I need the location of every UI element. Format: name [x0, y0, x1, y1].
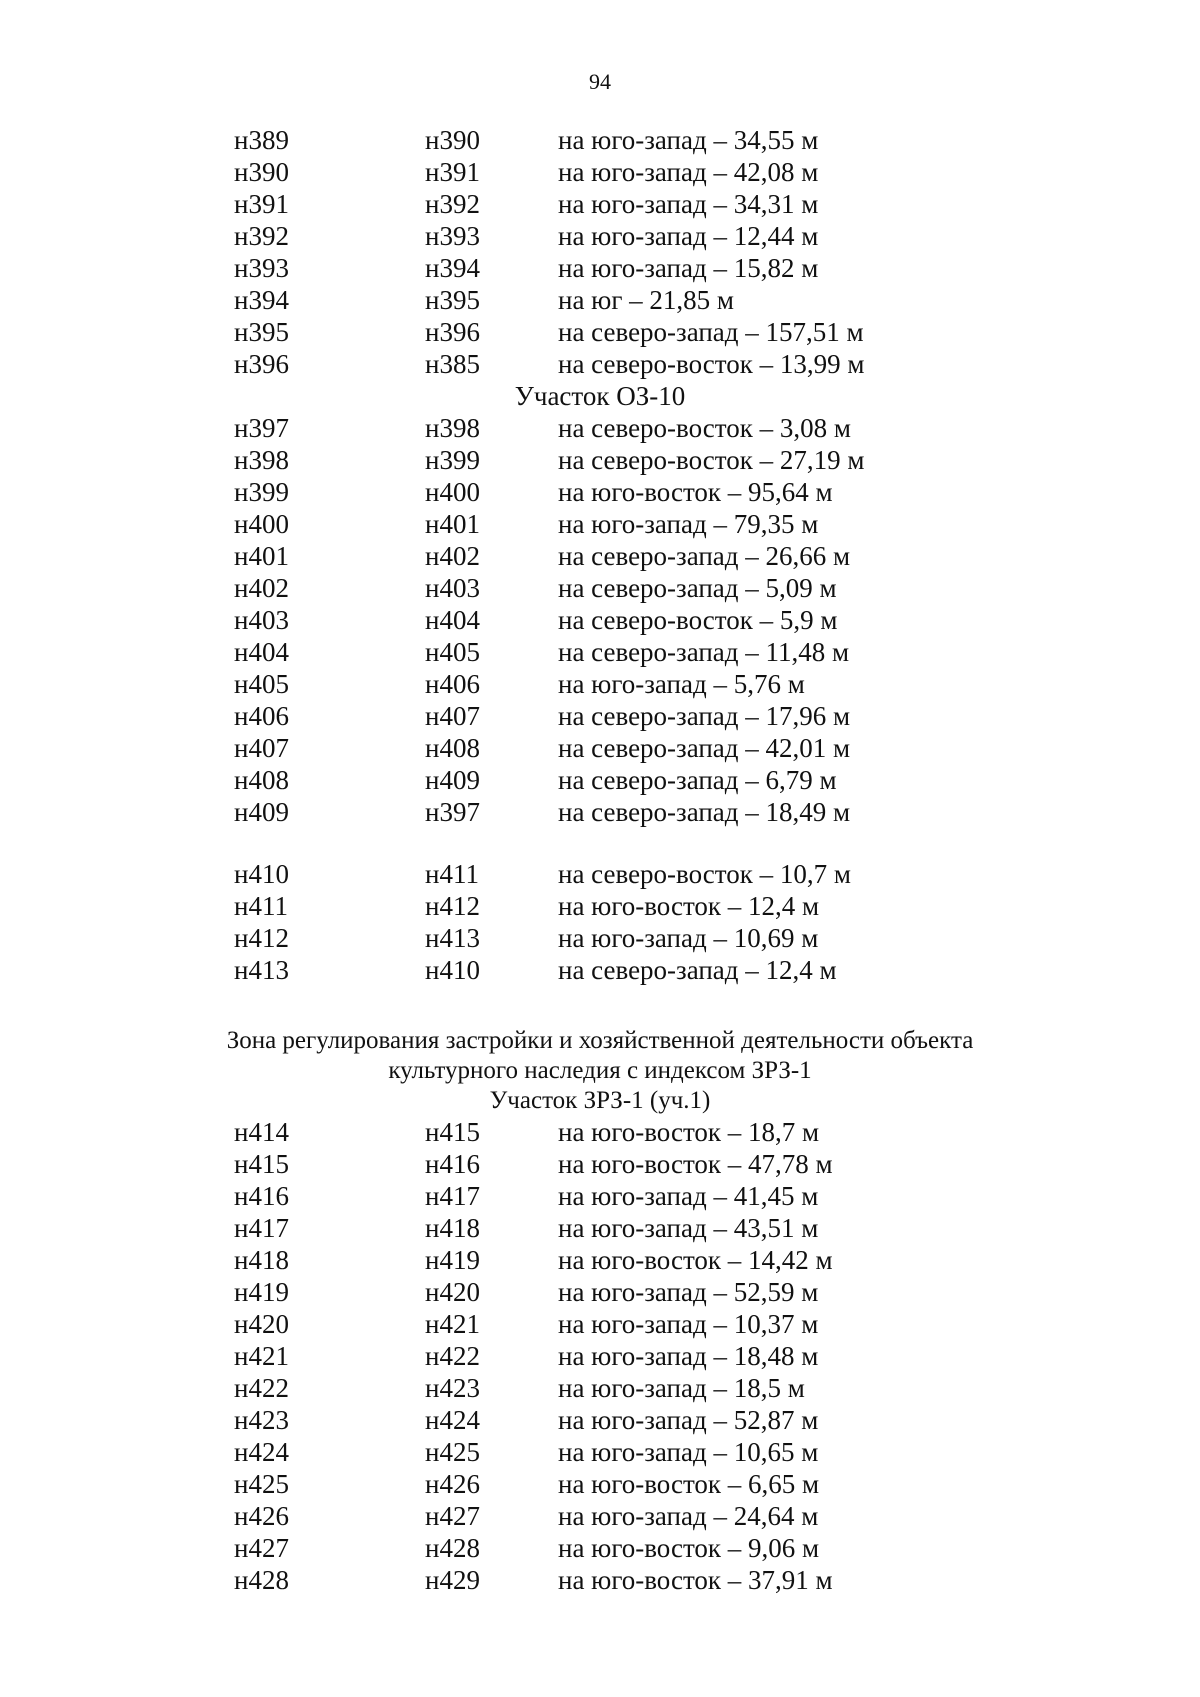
table-row	[0, 1116, 1200, 1148]
boundary-table-block-4	[0, 1116, 1200, 1596]
point-from: н413	[234, 955, 289, 985]
direction-distance: на юго-восток – 6,65 м	[558, 1469, 820, 1499]
table-row	[0, 412, 1200, 444]
direction-distance: на юго-запад – 34,31 м	[558, 189, 819, 219]
point-from: н402	[234, 573, 289, 603]
point-from: н419	[234, 1277, 289, 1307]
table-row	[0, 252, 1200, 284]
point-from: н407	[234, 733, 289, 763]
point-from: н427	[234, 1533, 289, 1563]
table-row	[0, 1244, 1200, 1276]
point-from: н408	[234, 765, 289, 795]
zone-title-line-1: Зона регулирования застройки и хозяйственной деятельности объекта	[226, 1027, 974, 1054]
point-from: н403	[234, 605, 289, 635]
point-from: н392	[234, 221, 289, 251]
section-heading-zrz-1: Участок ЗРЗ-1 (уч.1)	[489, 1087, 711, 1114]
table-row	[0, 476, 1200, 508]
table-row	[0, 636, 1200, 668]
table-row	[0, 1308, 1200, 1340]
document-body	[0, 124, 1200, 1596]
direction-distance: на юго-запад – 18,5 м	[558, 1373, 805, 1403]
point-to: н411	[425, 859, 479, 889]
table-row	[0, 444, 1200, 476]
direction-distance: на юго-запад – 5,76 м	[558, 669, 805, 699]
point-to: н402	[425, 541, 480, 571]
direction-distance: на юг – 21,85 м	[558, 285, 735, 315]
point-from: н410	[234, 859, 289, 889]
point-to: н400	[425, 477, 480, 507]
point-to: н401	[425, 509, 480, 539]
direction-distance: на юго-восток – 14,42 м	[558, 1245, 833, 1275]
point-to: н421	[425, 1309, 480, 1339]
table-row	[0, 1340, 1200, 1372]
table-row	[0, 1180, 1200, 1212]
direction-distance: на юго-запад – 52,59 м	[558, 1277, 819, 1307]
table-row	[0, 796, 1200, 828]
table-row	[0, 348, 1200, 380]
direction-distance: на юго-запад – 10,37 м	[558, 1309, 819, 1339]
point-from: н394	[234, 285, 289, 315]
boundary-table-block-2	[0, 412, 1200, 828]
point-to: н428	[425, 1533, 480, 1563]
boundary-table-block-1	[0, 124, 1200, 380]
direction-distance: на юго-восток – 12,4 м	[558, 891, 820, 921]
table-row	[0, 922, 1200, 954]
direction-distance: на юго-восток – 47,78 м	[558, 1149, 833, 1179]
point-to: н394	[425, 253, 480, 283]
blank-line	[0, 986, 1200, 1026]
point-from: н406	[234, 701, 289, 731]
direction-distance: на северо-восток – 27,19 м	[558, 445, 865, 475]
table-row	[0, 604, 1200, 636]
point-to: н426	[425, 1469, 480, 1499]
point-to: н412	[425, 891, 480, 921]
table-row	[0, 1372, 1200, 1404]
direction-distance: на юго-восток – 37,91 м	[558, 1565, 833, 1595]
point-from: н420	[234, 1309, 289, 1339]
point-from: н423	[234, 1405, 289, 1435]
table-row	[0, 700, 1200, 732]
direction-distance: на северо-запад – 5,09 м	[558, 573, 837, 603]
table-row	[0, 572, 1200, 604]
table-row	[0, 1404, 1200, 1436]
point-from: н397	[234, 413, 289, 443]
direction-distance: на северо-запад – 42,01 м	[558, 733, 851, 763]
direction-distance: на северо-запад – 6,79 м	[558, 765, 837, 795]
direction-distance: на юго-запад – 18,48 м	[558, 1341, 819, 1371]
point-to: н398	[425, 413, 480, 443]
direction-distance: на северо-восток – 13,99 м	[558, 349, 865, 379]
table-row	[0, 890, 1200, 922]
direction-distance: на юго-запад – 10,65 м	[558, 1437, 819, 1467]
point-to: н385	[425, 349, 480, 379]
table-row	[0, 1532, 1200, 1564]
point-to: н419	[425, 1245, 480, 1275]
zone-title-line-2: культурного наследия с индексом ЗРЗ-1	[388, 1057, 812, 1084]
table-row	[0, 1500, 1200, 1532]
point-to: н409	[425, 765, 480, 795]
table-row	[0, 1276, 1200, 1308]
direction-distance: на северо-запад – 18,49 м	[558, 797, 851, 827]
table-row	[0, 284, 1200, 316]
point-from: н399	[234, 477, 289, 507]
direction-distance: на северо-запад – 26,66 м	[558, 541, 851, 571]
point-to: н395	[425, 285, 480, 315]
point-from: н417	[234, 1213, 289, 1243]
point-from: н389	[234, 125, 289, 155]
point-to: н399	[425, 445, 480, 475]
direction-distance: на юго-восток – 9,06 м	[558, 1533, 820, 1563]
direction-distance: на юго-запад – 41,45 м	[558, 1181, 819, 1211]
point-from: н428	[234, 1565, 289, 1595]
section-heading-oz-10: Участок ОЗ-10	[514, 381, 686, 411]
direction-distance: на юго-запад – 24,64 м	[558, 1501, 819, 1531]
point-to: н408	[425, 733, 480, 763]
table-row	[0, 1212, 1200, 1244]
point-from: н400	[234, 509, 289, 539]
point-to: н418	[425, 1213, 480, 1243]
point-to: н417	[425, 1181, 480, 1211]
direction-distance: на северо-восток – 3,08 м	[558, 413, 851, 443]
point-from: н391	[234, 189, 289, 219]
point-from: н416	[234, 1181, 289, 1211]
direction-distance: на юго-запад – 42,08 м	[558, 157, 819, 187]
point-to: н391	[425, 157, 480, 187]
table-row	[0, 1564, 1200, 1596]
point-to: н392	[425, 189, 480, 219]
page-number: 94	[589, 69, 611, 94]
point-from: н396	[234, 349, 289, 379]
table-row	[0, 188, 1200, 220]
point-to: н425	[425, 1437, 480, 1467]
direction-distance: на северо-запад – 157,51 м	[558, 317, 864, 347]
point-from: н390	[234, 157, 289, 187]
direction-distance: на юго-запад – 52,87 м	[558, 1405, 819, 1435]
point-from: н404	[234, 637, 289, 667]
direction-distance: на юго-запад – 43,51 м	[558, 1213, 819, 1243]
point-to: н406	[425, 669, 480, 699]
point-to: н390	[425, 125, 480, 155]
table-row	[0, 124, 1200, 156]
point-to: н420	[425, 1277, 480, 1307]
table-row	[0, 508, 1200, 540]
table-row	[0, 668, 1200, 700]
direction-distance: на юго-запад – 10,69 м	[558, 923, 819, 953]
point-from: н412	[234, 923, 289, 953]
point-to: н396	[425, 317, 480, 347]
point-to: н404	[425, 605, 480, 635]
table-row	[0, 954, 1200, 986]
table-row	[0, 858, 1200, 890]
table-row	[0, 1148, 1200, 1180]
point-to: н424	[425, 1405, 480, 1435]
point-from: н401	[234, 541, 289, 571]
table-row	[0, 764, 1200, 796]
table-row	[0, 1436, 1200, 1468]
blank-line	[0, 828, 1200, 858]
point-to: н397	[425, 797, 480, 827]
point-to: н407	[425, 701, 480, 731]
direction-distance: на юго-восток – 18,7 м	[558, 1117, 820, 1147]
point-from: н409	[234, 797, 289, 827]
point-from: н422	[234, 1373, 289, 1403]
direction-distance: на северо-запад – 17,96 м	[558, 701, 851, 731]
point-to: н423	[425, 1373, 480, 1403]
point-from: н418	[234, 1245, 289, 1275]
point-from: н398	[234, 445, 289, 475]
boundary-table-block-3	[0, 858, 1200, 986]
table-row	[0, 732, 1200, 764]
table-row	[0, 1468, 1200, 1500]
table-row	[0, 316, 1200, 348]
point-from: н425	[234, 1469, 289, 1499]
point-to: н403	[425, 573, 480, 603]
direction-distance: на юго-восток – 95,64 м	[558, 477, 833, 507]
direction-distance: на юго-запад – 12,44 м	[558, 221, 819, 251]
point-from: н405	[234, 669, 289, 699]
point-from: н393	[234, 253, 289, 283]
point-from: н424	[234, 1437, 289, 1467]
point-from: н421	[234, 1341, 289, 1371]
direction-distance: на северо-запад – 11,48 м	[558, 637, 850, 667]
point-to: н427	[425, 1501, 480, 1531]
point-to: н405	[425, 637, 480, 667]
point-to: н393	[425, 221, 480, 251]
direction-distance: на северо-восток – 5,9 м	[558, 605, 838, 635]
point-from: н395	[234, 317, 289, 347]
point-from: н415	[234, 1149, 289, 1179]
point-to: н413	[425, 923, 480, 953]
point-to: н415	[425, 1117, 480, 1147]
table-row	[0, 540, 1200, 572]
point-to: н410	[425, 955, 480, 985]
point-from: н426	[234, 1501, 289, 1531]
direction-distance: на северо-восток – 10,7 м	[558, 859, 851, 889]
point-to: н422	[425, 1341, 480, 1371]
direction-distance: на северо-запад – 12,4 м	[558, 955, 837, 985]
direction-distance: на юго-запад – 34,55 м	[558, 125, 819, 155]
point-from: н414	[234, 1117, 289, 1147]
direction-distance: на юго-запад – 15,82 м	[558, 253, 819, 283]
table-row	[0, 220, 1200, 252]
point-to: н416	[425, 1149, 480, 1179]
point-from: н411	[234, 891, 288, 921]
direction-distance: на юго-запад – 79,35 м	[558, 509, 819, 539]
table-row	[0, 156, 1200, 188]
point-to: н429	[425, 1565, 480, 1595]
